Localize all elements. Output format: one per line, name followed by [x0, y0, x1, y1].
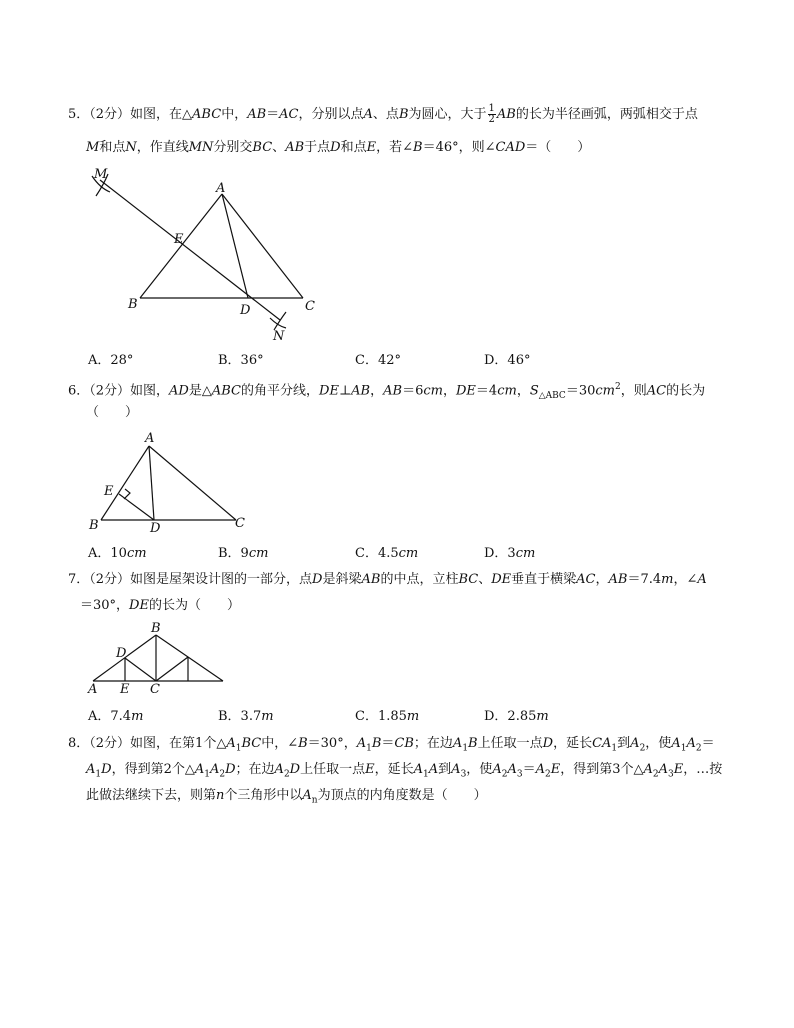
segment-ad: [222, 194, 248, 298]
q8-stem-line3: 此做法继续下去，则第n个三角形中以$A_n$为顶点的内角度数是（ ）: [86, 788, 487, 806]
q7-option-c[interactable]: C．1.85m: [355, 709, 420, 724]
q7-option-b[interactable]: B．3.7m: [218, 709, 274, 724]
q7-label-e: E: [120, 682, 130, 697]
q6-option-b[interactable]: B．9cm: [218, 546, 269, 561]
q8-stem-line2: $A_1D$，得到第2个$\triangle A_1A_2D$；在边$A_2D$上任取一点E，延长$A_1A$到$A_3$，使$A_2A_3=A_2E$，得到第3个$\triangle A_2A_3E$，…按: [86, 762, 723, 780]
q6-segment-de: [119, 494, 154, 520]
q5-option-d[interactable]: D．46°: [484, 353, 531, 368]
q7-option-a[interactable]: A．7.4m: [88, 709, 144, 724]
q7-stem-line2: ＝30°，DE的长为（ ）: [80, 598, 240, 613]
q5-option-c[interactable]: C．42°: [355, 353, 401, 368]
label-d: D: [240, 303, 251, 318]
q6-label-b: B: [89, 518, 99, 533]
label-m: M: [94, 167, 108, 182]
q6-stem-line1: 6．（2分）如图，AD是△ABC的角平分线，DE⊥AB，AB＝6cm，DE＝4cm，$S_{\triangle ABC}=30cm^2$，则AC的长为: [68, 382, 706, 401]
line-mn: [100, 180, 280, 320]
label-b: B: [128, 297, 138, 312]
q7-brace-left: [125, 658, 156, 681]
label-c: C: [305, 299, 315, 314]
q5-option-b[interactable]: B．36°: [218, 353, 264, 368]
q7-label-d: D: [116, 646, 127, 661]
q6-option-a[interactable]: A．10cm: [88, 546, 147, 561]
label-a: A: [216, 181, 226, 196]
q6-stem-line2: （ ）: [86, 405, 139, 420]
q5-stem-line2: M和点N，作直线MN分别交BC、AB于点D和点E，若∠B＝46°，则∠CAD＝（ ）: [86, 140, 591, 155]
q6-label-d: D: [150, 521, 161, 536]
segment-ac: [222, 194, 303, 298]
q6-label-a: A: [145, 431, 155, 446]
q7-label-a: A: [88, 682, 98, 697]
label-e: E: [174, 232, 184, 247]
q7-option-d[interactable]: D．2.85m: [484, 709, 549, 724]
q8-stem-line1: 8．（2分）如图，在第1个$\triangle A_1BC$中，∠B＝30°，$A_1B=CB$；在边$A_1B$上任取一点D，延长$CA_1$到$A_2$，使$A_1A_2=$: [68, 736, 715, 754]
label-n: N: [273, 329, 285, 344]
q6-label-e: E: [104, 484, 114, 499]
q6-option-c[interactable]: C．4.5cm: [355, 546, 419, 561]
q6-right-angle-mark: [124, 489, 130, 499]
q6-segment-ad: [149, 446, 154, 520]
q5-option-a[interactable]: A．28°: [88, 353, 134, 368]
fraction-one-half: $\frac{1}{2}$: [488, 103, 495, 125]
q5-stem-line1: 5．（2分）如图，在△ABC中，AB＝AC，分别以点A、点B为圆心，大于 $\frac{1}{2}$ AB的长为半径画弧，两弧相交于点: [68, 103, 698, 125]
q7-label-b: B: [151, 621, 161, 636]
q7-label-c: C: [150, 682, 160, 697]
q6-segment-ac: [149, 446, 236, 520]
q6-segment-ab: [101, 446, 149, 520]
q7-stem-line1: 7．（2分）如图是屋架设计图的一部分，点D是斜梁AB的中点，立柱BC、DE垂直于横梁AC，AB＝7.4m，∠A: [68, 572, 707, 587]
q6-label-c: C: [235, 516, 245, 531]
q7-brace-right: [156, 657, 188, 681]
q6-option-d[interactable]: D．3cm: [484, 546, 536, 561]
